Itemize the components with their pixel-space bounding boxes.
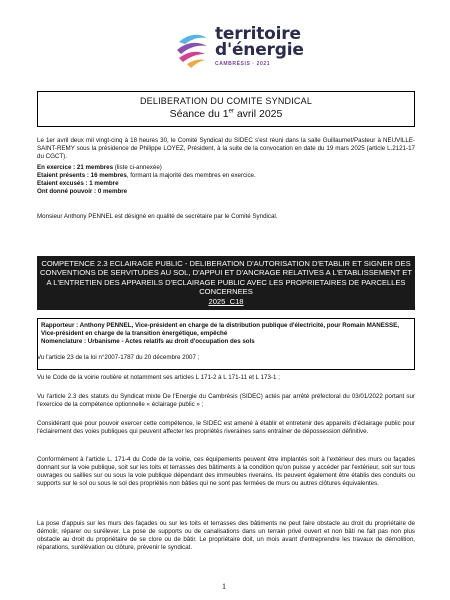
paragraph-pose: La pose d'appuis sur les murs des façades ou sur les toits et terrasses des bâtiments ne peut faire obstacle au droit du propriétaire de démolir, réparer ou surélever. La pose de supports ou de canalisations dans un terrain privé ouvert et non bâti ne fait pas non plus obstacle au droit du propriétaire de se clore ou de bâtir. Le propriétaire doit, un mois avant d'entreprendre les travaux de démolition, réparations, surélévation ou clôture, prévenir le syndicat. [37, 520, 415, 551]
count-pouvoir: Ont donné pouvoir : 0 membre [37, 188, 128, 195]
paragraph-vu-loi: Vu l'article 23 de la loi n°2007-1787 du 20 décembre 2007 ; [37, 354, 200, 361]
nomenclature-line: Nomenclature : Urbanisme - Actes relatifs au droit d'occupation des sols [41, 338, 255, 345]
count-excuses: Etaient excusés : 1 membre [37, 180, 119, 187]
rapporteur-line: Rapporteur : Anthony PENNEL, Vice-président en charge de la distribution publique d'électricité, pour Romain MANESSE, Vice-président en charge de la transition énergétique, empêché [41, 322, 399, 337]
paragraph-conformement: Conformément à l'article L. 171-4 du Code de la voirie, ces équipements peuvent être implantés soit à l'extérieur des murs ou façades donnant sur la voie publique, soit sur les toits et terrasses des bâtiments à la condition qu'on puisse y accéder par l'extérieur, soit sur tous ouvrages ou saillies sur ou sous la voie publique dépendant des immeubles riverains. Ils peuvent également être établis des conduits ou supports sur le sol ou sous le sol des propriétés non bâties qui ne sont pas fermées de murs ou autres clôtures équivalentes. [37, 456, 415, 487]
paragraph-considerant: Considérant que pour pouvoir exercer cette compétence, le SIDEC est amené à établir et entretenir des appareils d'éclairage public pour l'éclairement des voies publiques qui peuvent affecter les propriétés riveraines sans entraîner de dépossession définitive. [37, 420, 415, 435]
logo-line2: d'énergie [215, 40, 304, 60]
paragraph-vu-statuts: Vu l'article 2.3 des statuts du Syndicat mixte De l'Energie du Cambrésis (SIDEC) actés par arrêté préfectoral du 03/01/2022 portant sur l'exercice de la compétence optionnelle « éclairage public » ; [37, 393, 415, 408]
count-presents: Etaient présents : 16 membres, formant la majorité des membres en exercice. [37, 172, 256, 179]
logo-mark-icon [175, 28, 211, 68]
intro-paragraph: Le 1er avril deux mil vingt-cinq à 18 heures 30, le Comité Syndical du SIDEC s'est réuni dans la salle Guillaumet/Pasteur à NEUVILLE-SAINT-REMY sous la présidence de Philippe LOYEZ, Président, à la suite de la convocation en date du 19 mars 2025 (article L.2121-17 du CGCT). [37, 137, 415, 160]
paragraph-vu-code: Vu le Code de la voirie routière et notamment ses articles L 171-2 à L 171-11 et L 173-1 ; [37, 374, 280, 381]
title-box [37, 91, 415, 127]
page-title: DELIBERATION DU COMITE SYNDICAL [139, 96, 313, 106]
session-date: Séance du 1er avril 2025 [169, 108, 283, 120]
page-number: 1 [222, 582, 226, 591]
logo-line1: territoire [215, 24, 301, 44]
territoire-energie-logo [175, 26, 325, 76]
member-counts [37, 164, 415, 196]
rapporteur-box [37, 318, 415, 370]
competence-box [37, 256, 415, 310]
secretary-line: Monsieur Anthony PENNEL est désigné en qualité de secrétaire par le Comité Syndical. [37, 213, 278, 220]
deliberation-ref: 2025_C18 [208, 296, 244, 306]
count-exercice: En exercice : 21 membres (liste ci-annexée) [37, 164, 162, 171]
logo-sub: CAMBRÉSIS · 2021 [215, 61, 271, 67]
competence-text: COMPETENCE 2.3 ECLAIRAGE PUBLIC - DELIBERATION D'AUTORISATION D'ETABLIR ET SIGNER DES CONVENTIONS DE SERVITUDES AU SOL, D'APPUI ET D'ANCRAGE RELATIVES A L'ETABLISSEMENT ET A L'ENTRETIEN DES APPAREILS D'ECLAIRAGE PUBLIC AVEC LES PROPRIETAIRES DE PARCELLES CONCERNEES [39, 259, 413, 297]
